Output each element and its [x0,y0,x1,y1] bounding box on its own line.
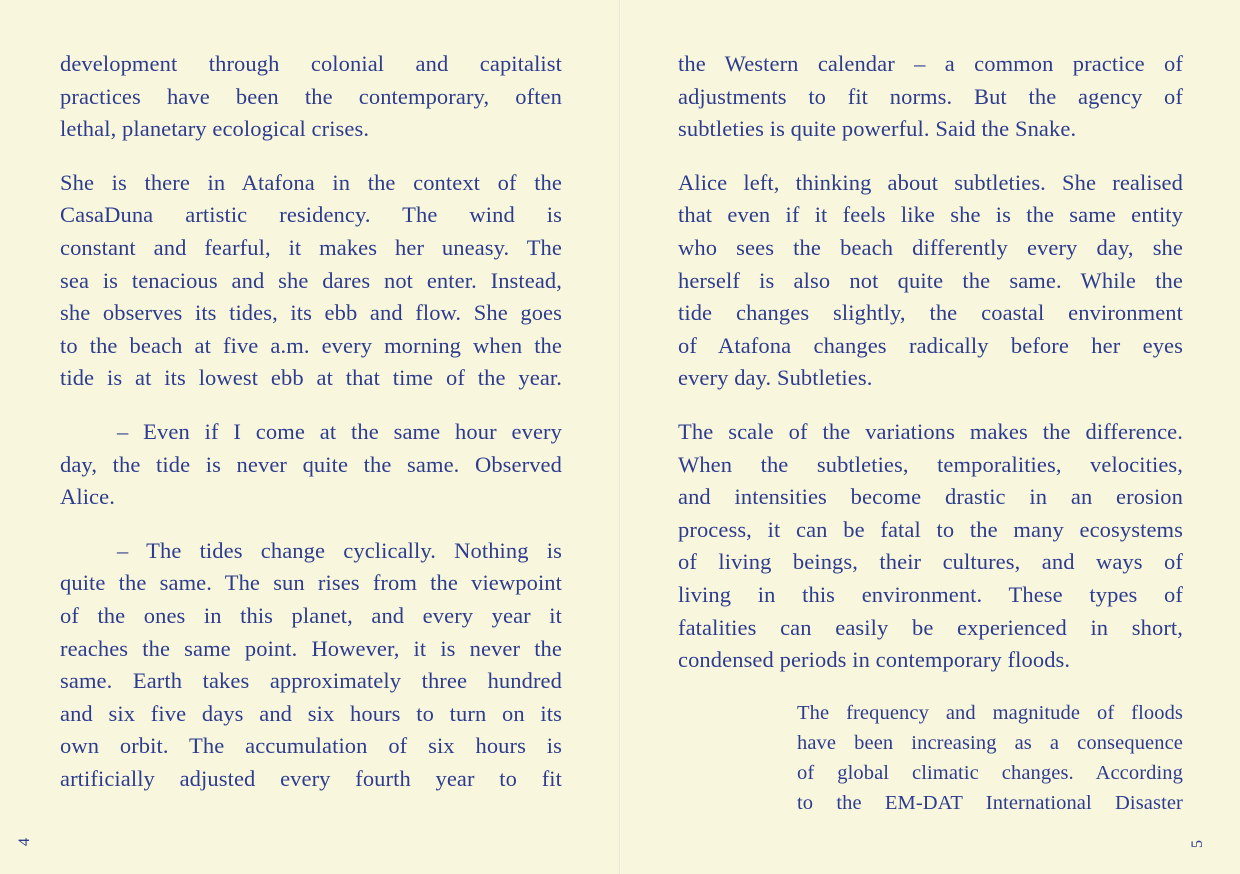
text-line: of Atafona changes radically before her eyes [678,332,1183,358]
text-line: own orbit. The accumulation of six hours is [60,733,562,759]
text-line: lethal, planetary ecological crises. [60,116,370,142]
text-line: of living beings, their cultures, and ways of [678,549,1183,575]
text-line: The scale of the variations makes the difference. [678,418,1183,444]
text-line: Alice left, thinking about subtleties. She realised [678,169,1183,195]
text-line: Alice. [60,484,115,510]
text-line: She is there in Atafona in the context of the [60,169,562,195]
page-number-right: 5 [1189,840,1206,848]
text-line: quite the same. The sun rises from the viewpoint [60,570,562,596]
text-line: and intensities become drastic in an erosion [678,484,1183,510]
paragraph [678,698,1183,818]
text-line: – Even if I come at the same hour every [117,418,562,444]
text-line: subtleties is quite powerful. Said the Snake. [678,116,1077,142]
text-line: the Western calendar – a common practice of [678,51,1183,76]
paragraph [678,416,1183,677]
text-line: that even if it feels like she is the same entity [678,202,1183,228]
text-line: practices have been the contemporary, often [60,83,562,109]
paragraph [60,416,562,514]
text-line: development through colonial and capitalist [60,51,562,76]
text-line: to the beach at five a.m. every morning when the [60,332,562,358]
text-line: tide changes slightly, the coastal environment [678,300,1183,326]
paragraph [60,167,562,395]
text-line: day, the tide is never quite the same. Observed [60,451,562,477]
text-line: every day. Subtleties. [678,365,873,391]
page-number-left: 4 [16,838,33,846]
text-line: tide is at its lowest ebb at that time of the year. [60,365,562,391]
text-line: – The tides change cyclically. Nothing is [117,537,562,563]
right-page-text-column [678,48,1183,839]
text-line: The frequency and magnitude of floods [797,701,1183,724]
text-line: CasaDuna artistic residency. The wind is [60,202,562,228]
text-line: she observes its tides, its ebb and flow. She goes [60,300,562,326]
text-line: herself is also not quite the same. While the [678,267,1183,293]
paragraph [678,167,1183,395]
text-line: condensed periods in contemporary floods. [678,647,1071,673]
text-line: and six five days and six hours to turn on its [60,700,562,726]
text-line: same. Earth takes approximately three hundred [60,668,562,694]
text-line: of the ones in this planet, and every year it [60,602,562,628]
text-line: reaches the same point. However, it is never the [60,635,562,661]
paragraph [60,48,562,146]
paragraph [678,48,1183,146]
paragraph [60,535,562,796]
text-line: of global climatic changes. According [797,761,1183,784]
text-line: When the subtleties, temporalities, velocities, [678,451,1183,477]
text-line: process, it can be fatal to the many ecosystems [678,516,1183,542]
text-line: living in this environment. These types of [678,581,1183,607]
text-line: fatalities can easily be experienced in short, [678,614,1183,640]
text-line: constant and fearful, it makes her uneasy. The [60,234,562,260]
text-line: sea is tenacious and she dares not enter. Instead, [60,267,562,293]
text-line: have been increasing as a consequence [797,731,1183,754]
left-page-text-column [60,48,562,816]
page-spine-fold [619,0,622,874]
text-line: artificially adjusted every fourth year to fit [60,765,562,791]
text-line: adjustments to fit norms. But the agency of [678,83,1183,109]
text-line: to the EM-DAT International Disaster [797,791,1183,814]
text-line: who sees the beach differently every day, she [678,234,1183,260]
